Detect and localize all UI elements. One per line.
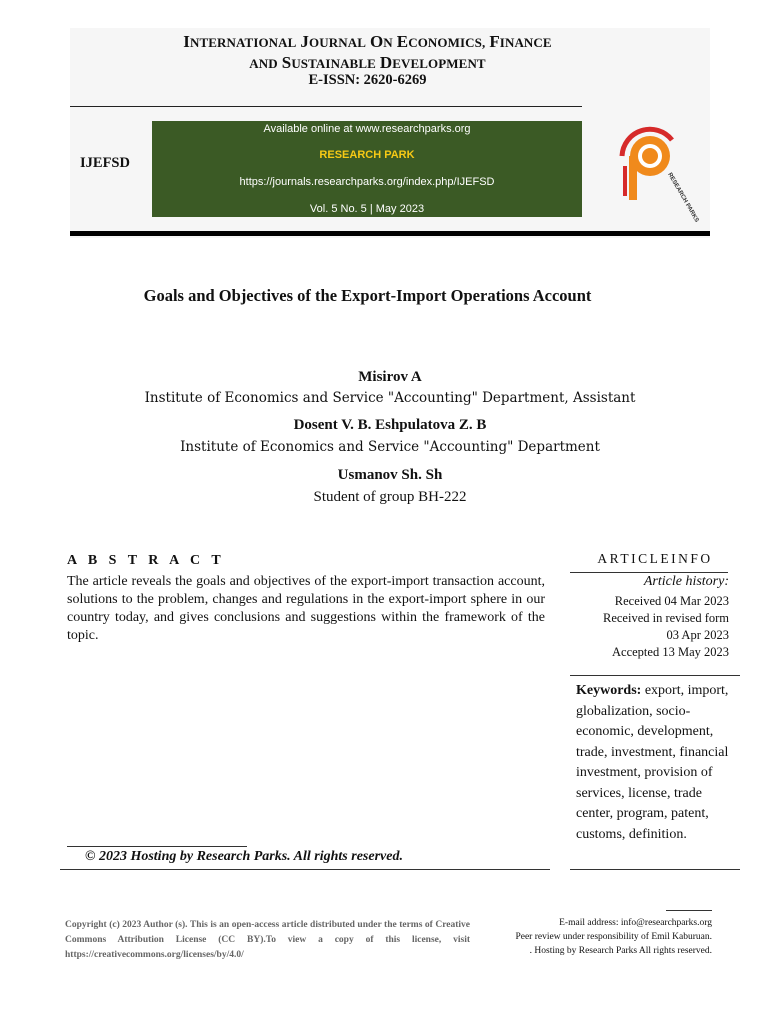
license-notice: Copyright (c) 2023 Author (s). This is an open-access article distributed under the terms of Creative Commons Attribution License (CC BY).To view a copy of this license, visit https://creativecommons.org/licenses/by/4.0/ [65, 920, 470, 960]
journal-title-line1: INTERNATIONAL JOURNAL ON ECONOMICS, FINANCE [183, 32, 552, 51]
banner-journal-url: https://journals.researchparks.org/index.php/IJEFSD [239, 176, 495, 188]
header-divider [70, 106, 582, 107]
header-thick-rule [70, 231, 710, 236]
keywords-top-rule [570, 675, 740, 676]
peer-review-note: Peer review under responsibility of Emil Kaburuan. [515, 932, 712, 942]
banner-brand [152, 149, 582, 161]
research-parks-logo [612, 126, 700, 224]
keywords-label: Keywords: [576, 683, 642, 698]
article-history-label: Article history: [643, 574, 729, 589]
contact-info [515, 916, 712, 958]
author-name: Misirov A [358, 369, 422, 385]
journal-title-line2: AND SUSTAINABLE DEVELOPMENT [249, 53, 486, 72]
accepted-date: Accepted 13 May 2023 [612, 645, 729, 659]
banner-volume: Vol. 5 No. 5 | May 2023 [309, 203, 425, 215]
journal-abbreviation: IJEFSD [80, 155, 130, 171]
article-info-heading: ARTICLEINFO [597, 551, 713, 566]
author-name: Usmanov Sh. Sh [337, 467, 443, 483]
contact-rule [666, 910, 712, 911]
banner-brand-park: PARK [381, 149, 415, 161]
author-affiliation: Student of group BH-222 [313, 489, 467, 505]
logo-text: RESEARCH PARKS [666, 172, 700, 224]
keywords [576, 681, 738, 845]
research-parks-logo-icon [612, 126, 700, 224]
banner-brand-research: RESEARCH [319, 149, 382, 161]
keywords-bottom-rule [570, 869, 740, 870]
publisher-banner [152, 121, 582, 217]
author-name: Dosent V. B. Eshpulatova Z. B [293, 417, 487, 433]
journal-title [70, 32, 665, 74]
author-affiliation: Institute of Economics and Service "Accounting" Department [180, 439, 600, 455]
hosting-note: . Hosting by Research Parks All rights reserved. [529, 946, 712, 956]
contact-email: E-mail address: info@researchparks.org [559, 918, 712, 928]
author-affiliation: Institute of Economics and Service "Accounting" Department, Assistant [144, 390, 636, 406]
keywords-list: export, import, globalization, socio-economic, development, trade, investment, financial investment, provision of services, license, trade center, program, patent, customs, definition. [576, 683, 729, 842]
footer-rule [60, 869, 550, 870]
hosting-copyright: © 2023 Hosting by Research Parks. All rights reserved. [85, 849, 403, 864]
journal-issn: E-ISSN: 2620-6269 [308, 72, 427, 88]
revised-label: Received in revised form [603, 611, 729, 625]
received-date: Received 04 Mar 2023 [614, 594, 729, 608]
abstract-text: The article reveals the goals and objectives of the export-import transaction account, solutions to the problem, changes and regulations in the export-import sphere in our country today, and gives conclusions and suggestions within the framework of the topic. [67, 574, 545, 643]
paper-title: Goals and Objectives of the Export-Import Operations Account [143, 286, 592, 305]
revised-date: 03 Apr 2023 [666, 628, 729, 642]
banner-available-online: Available online at www.researchparks.org [263, 123, 471, 135]
footnote-short-rule [67, 846, 247, 847]
abstract-heading: A B S T R A C T [67, 553, 225, 568]
